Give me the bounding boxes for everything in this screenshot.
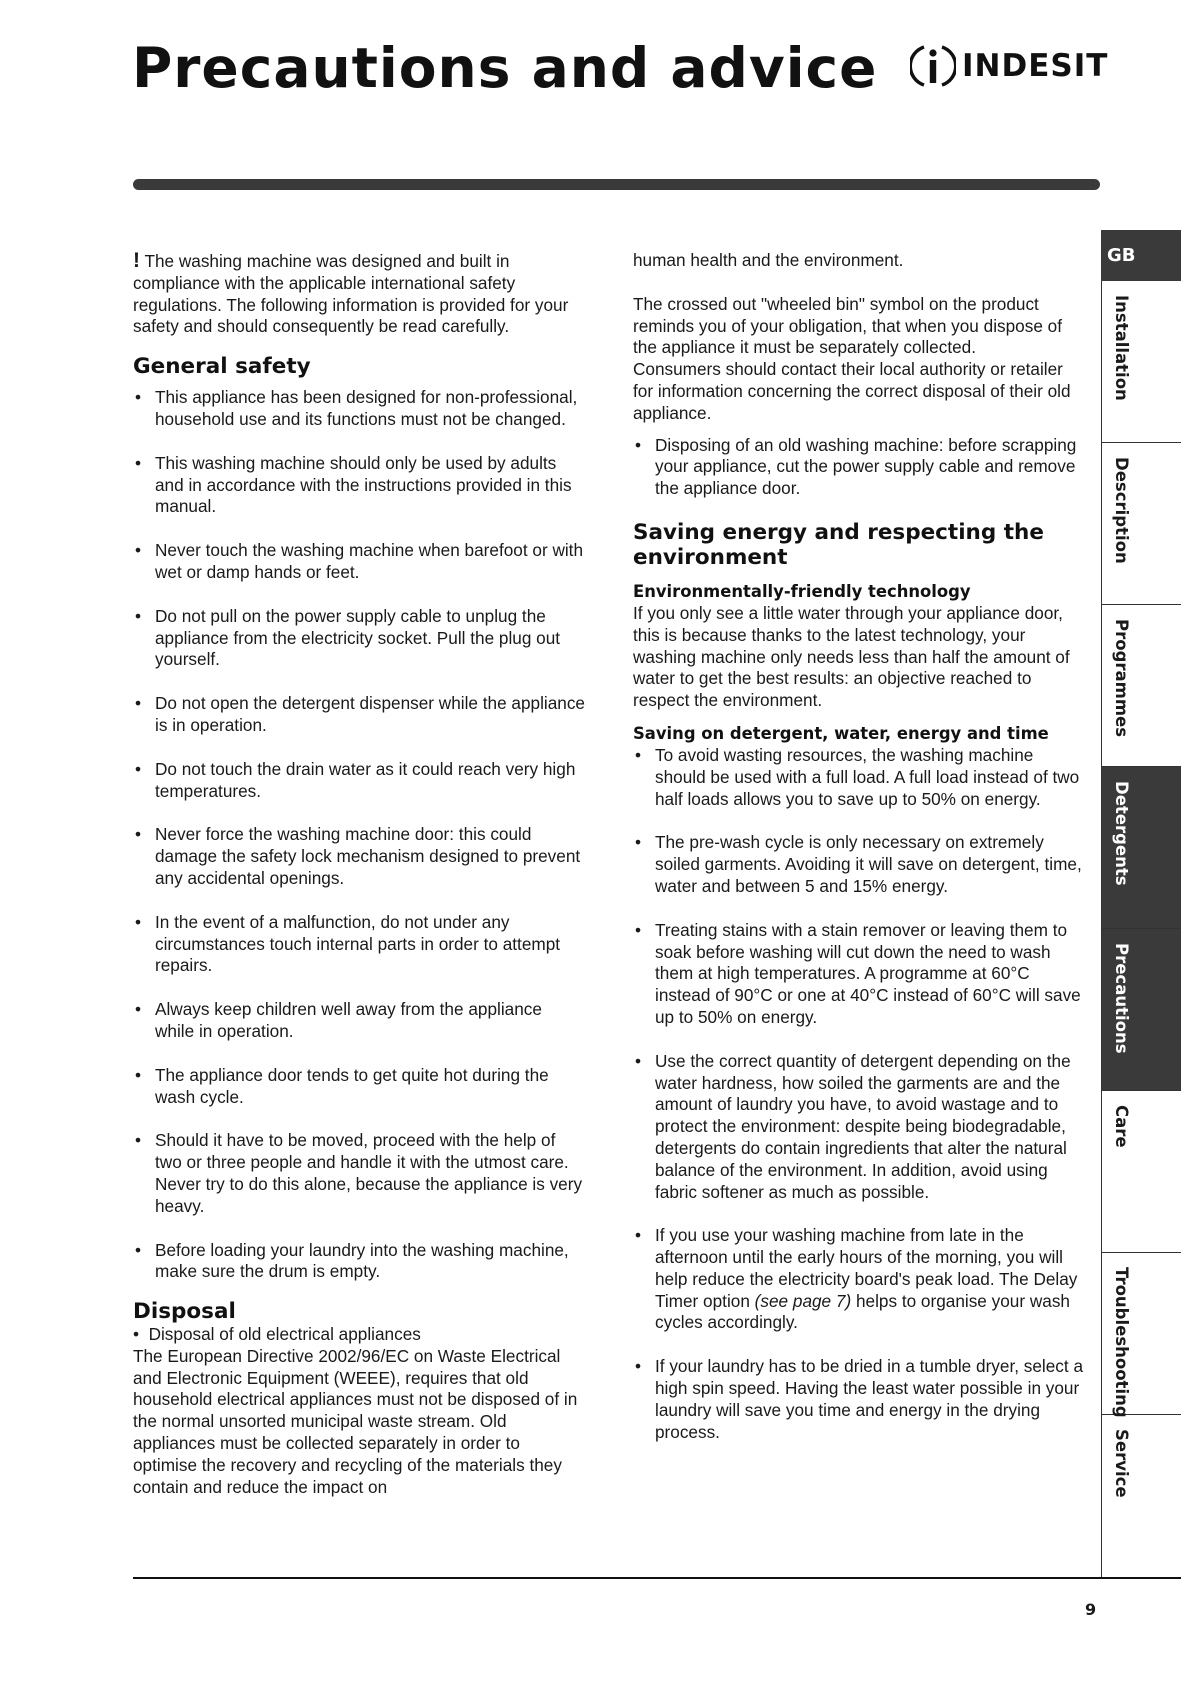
list-item: • Never touch the washing machine when barefoot or with wet or damp hands or feet. <box>133 540 585 584</box>
saving-subheading: Saving on detergent, water, energy and time <box>633 723 1049 743</box>
section-tabs <box>1101 230 1181 1577</box>
list-item: • Use the correct quantity of detergent depending on the water hardness, how soiled the garments are and the amount of laundry you have, to avoid wastage and to protect the environment: despite being biodegradable, detergents do contain ingredients that alter the natural balance of the environment. In addition, avoid using fabric softener as much as possible. <box>633 1051 1085 1204</box>
delay-text-end: helps to organise your wash cycles accordingly. <box>655 1290 1070 1333</box>
left-column <box>133 250 585 1498</box>
delay-text: If you use your washing machine from late in the afternoon until the early hours of the morning, you will help reduce the electricity board's peak load. The Delay Timer option <box>655 1225 1078 1311</box>
tab-service[interactable] <box>1101 1415 1181 1577</box>
list-item: • This appliance has been designed for non-professional, household use and its functions must not be changed. <box>133 387 585 431</box>
page-title: Precautions and advice <box>132 36 878 100</box>
list-item: • Do not touch the drain water as it could reach very high temperatures. <box>133 759 585 803</box>
intro-paragraph <box>133 250 585 338</box>
general-safety-heading: General safety <box>133 354 311 380</box>
eco-technology-text: If you only see a little water through your appliance door, this is because thanks to the latest technology, your washing machine only needs less than half the amount of water to get the best results: an objective reached to respect the environment. <box>633 602 1070 711</box>
header-rule <box>133 179 1100 190</box>
tab-programmes[interactable] <box>1101 605 1181 767</box>
list-item: • If your laundry has to be dried in a tumble dryer, select a high spin speed. Having the least water possible in your laundry will save you time and energy in the drying process. <box>633 1356 1085 1443</box>
tab-detergents[interactable] <box>1101 767 1181 929</box>
tab-label: Precautions <box>1112 943 1131 1054</box>
page-number: 9 <box>1085 1600 1097 1619</box>
warning-mark: ! <box>133 249 140 272</box>
list-item: • Disposing of an old washing machine: before scrapping your appliance, cut the power supply cable and remove the appliance door. <box>633 435 1085 500</box>
tab-precautions[interactable] <box>1101 929 1181 1091</box>
tab-installation[interactable] <box>1101 281 1181 443</box>
language-tab[interactable]: GB <box>1101 230 1181 281</box>
consumers-text: Consumers should contact their local authority or retailer for information concerning the correct disposal of their old appliance. <box>633 359 1071 423</box>
tab-label: Description <box>1112 457 1131 564</box>
page-reference: (see page 7) <box>754 1290 852 1311</box>
list-item: • Treating stains with a stain remover or leaving them to soak before washing will cut down the need to wash them at high temperatures. A programme at 60°C instead of 90°C or one at 40°C instead of 60°C will save up to 50% on energy. <box>633 920 1085 1029</box>
list-item: • To avoid wasting resources, the washing machine should be used with a full load. A full load instead of two half loads allows you to save up to 50% on energy. <box>633 745 1085 810</box>
list-item: • In the event of a malfunction, do not under any circumstances touch internal parts in order to attempt repairs. <box>133 912 585 977</box>
list-item: • Should it have to be moved, proceed with the help of two or three people and handle it with the utmost care. Never try to do this alone, because the appliance is very heavy. <box>133 1130 585 1217</box>
disposal-heading: Disposal <box>133 1299 236 1325</box>
list-item: • Do not pull on the power supply cable to unplug the appliance from the electricity socket. Pull the plug out yourself. <box>133 606 585 671</box>
wheeled-bin-text: The crossed out "wheeled bin" symbol on the product reminds you of your obligation, that when you dispose of the appliance it must be separately collected. <box>633 293 1062 358</box>
disposal-text: The European Directive 2002/96/EC on Waste Electrical and Electronic Equipment (WEEE), requires that old household electrical appliances must not be disposed of in the normal unsorted municipal waste stream. Old appliances must be collected separately in order to optimise the recovery and recycling of the materials they contain and reduce the impact on <box>133 1345 578 1497</box>
list-item: • The appliance door tends to get quite hot during the wash cycle. <box>133 1065 585 1109</box>
list-item: • Never force the washing machine door: this could damage the safety lock mechanism designed to prevent any accidental openings. <box>133 824 585 889</box>
list-item: • Always keep children well away from the appliance while in operation. <box>133 999 585 1043</box>
disposal-bullet-text: Disposal of old electrical appliances <box>148 1324 421 1345</box>
tab-label: Care <box>1112 1105 1131 1148</box>
tab-description[interactable] <box>1101 443 1181 605</box>
list-item: • The pre-wash cycle is only necessary on extremely soiled garments. Avoiding it will save on detergent, time, water and between 5 and 15% energy. <box>633 832 1085 897</box>
list-item: • Do not open the detergent dispenser while the appliance is in operation. <box>133 693 585 737</box>
intro-text: The washing machine was designed and built in compliance with the applicable international safety regulations. The following information is provided for your safety and should consequently be read carefully. <box>133 251 569 337</box>
eco-technology-heading: Environmentally-friendly technology <box>633 581 971 601</box>
saving-energy-heading: Saving energy and respecting the environment <box>633 519 1044 570</box>
continued-text: human health and the environment. <box>633 250 904 270</box>
brand-logo <box>910 40 1108 92</box>
tab-troubleshooting[interactable] <box>1101 1253 1181 1418</box>
disposal-bullet: • Disposal of old electrical appliances <box>133 1324 421 1345</box>
brand-name: INDESIT <box>962 48 1109 84</box>
footer-rule <box>133 1577 1181 1579</box>
indesit-logo-icon <box>910 42 956 90</box>
tab-label: Installation <box>1112 295 1131 401</box>
right-column <box>633 250 1085 1443</box>
tab-label: Programmes <box>1112 619 1131 738</box>
tab-label: Troubleshooting <box>1112 1267 1131 1418</box>
tab-care[interactable] <box>1101 1091 1181 1253</box>
list-item: • Before loading your laundry into the washing machine, make sure the drum is empty. <box>133 1240 585 1284</box>
tab-label: Service <box>1112 1429 1131 1498</box>
list-item <box>633 1225 1085 1334</box>
list-item: • This washing machine should only be used by adults and in accordance with the instructions provided in this manual. <box>133 453 585 518</box>
tab-label: Detergents <box>1112 781 1131 886</box>
